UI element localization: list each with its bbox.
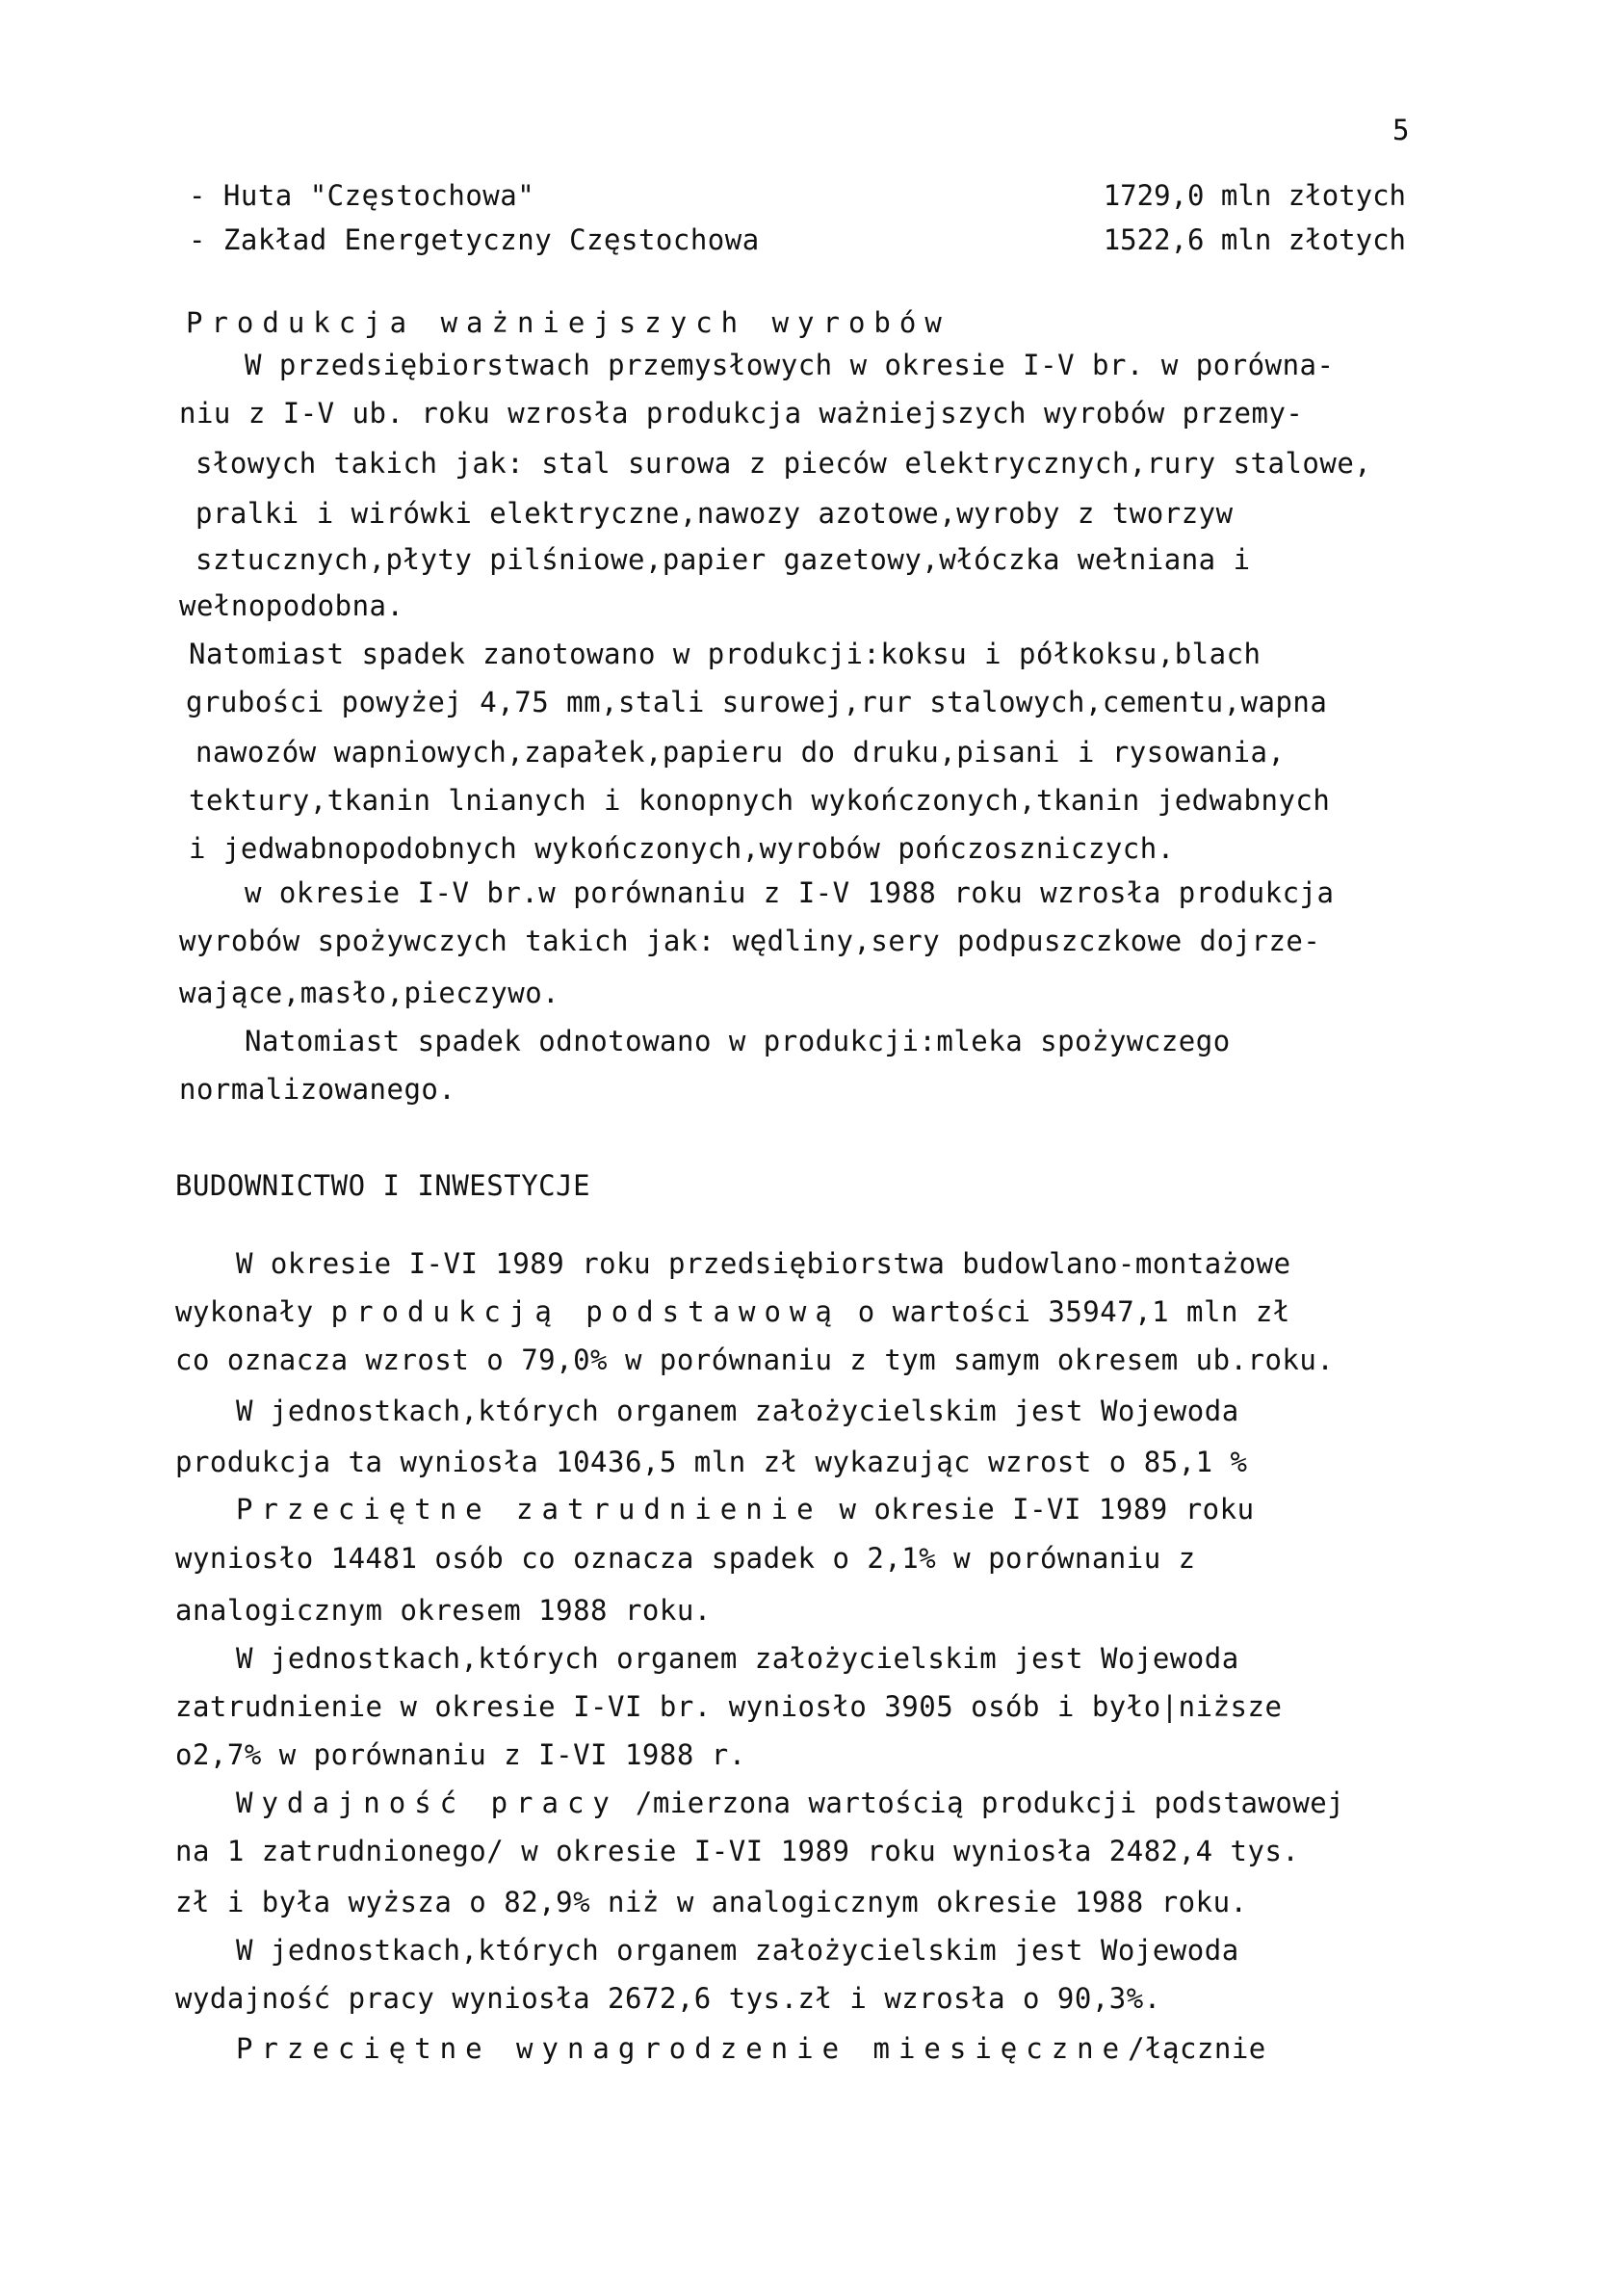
text-line: zatrudnienie w okresie I-VI br. wyniosło 3905 osób i było|niższe <box>175 1690 1283 1723</box>
income-row-name: - Zakład Energetyczny Częstochowa <box>189 223 760 256</box>
text-span: o wartości 35947,1 mln zł <box>840 1295 1290 1328</box>
text-line: o2,7% w porównaniu z I-VI 1988 r. <box>175 1738 746 1771</box>
spaced-term: Przeciętne wynagrodzenie miesięczne <box>236 2032 1129 2065</box>
text-line: wełnopodobna. <box>179 589 404 622</box>
income-row-name: - Huta "Częstochowa" <box>189 179 535 212</box>
text-line <box>175 1295 1290 1328</box>
text-line: co oznacza wzrost o 79,0% w porównaniu z tym samym okresem ub.roku. <box>175 1344 1335 1376</box>
spaced-term: produkcją podstawową <box>330 1295 841 1328</box>
text-line: niu z I-V ub. roku wzrosła produkcja ważniejszych wyrobów przemy- <box>179 397 1304 430</box>
text-line: w okresie I-V br.w porównaniu z I-V 1988 roku wzrosła produkcja <box>245 876 1335 909</box>
text-line: normalizowanego. <box>179 1073 456 1106</box>
income-row-value: 1729,0 mln złotych <box>1103 179 1406 212</box>
text-line <box>236 1787 1344 1819</box>
text-line: na 1 zatrudnionego/ w okresie I-VI 1989 roku wyniosła 2482,4 tys. <box>175 1835 1300 1867</box>
text-line: tektury,tkanin lnianych i konopnych wykończonych,tkanin jedwabnych <box>189 784 1331 817</box>
text-line: grubości powyżej 4,75 mm,stali surowej,rur stalowych,cementu,wapna <box>186 686 1328 718</box>
section-heading-construction: BUDOWNICTWO I INWESTYCJE <box>175 1169 591 1202</box>
text-line: W jednostkach,których organem założycielskim jest Wojewoda <box>236 1934 1239 1967</box>
text-line: W jednostkach,których organem założycielskim jest Wojewoda <box>236 1642 1239 1675</box>
text-line: pralki i wirówki elektryczne,nawozy azotowe,wyroby z tworzyw <box>195 497 1234 530</box>
text-line: W przedsiębiorstwach przemysłowych w okresie I-V br. w porówna- <box>245 349 1335 381</box>
text-line: nawozów wapniowych,zapałek,papieru do druku,pisani i rysowania, <box>195 736 1286 769</box>
text-line: Natomiast spadek odnotowano w produkcji:mleka spożywczego <box>245 1025 1231 1057</box>
section-heading-products: Produkcja ważniejszych wyrobów <box>186 306 950 339</box>
text-span: w okresie I-VI 1989 roku <box>821 1493 1255 1526</box>
text-line: zł i była wyższa o 82,9% niż w analogicznym okresie 1988 roku. <box>175 1886 1248 1918</box>
text-line: wające,masło,pieczywo. <box>179 977 560 1009</box>
text-span: /łącznie <box>1128 2032 1266 2065</box>
text-line: wyniosło 14481 osób co oznacza spadek o 2,1% w porównaniu z <box>175 1542 1196 1575</box>
text-line: słowych takich jak: stal surowa z pieców elektrycznych,rury stalowe, <box>195 447 1372 480</box>
text-line: W okresie I-VI 1989 roku przedsiębiorstwa budowlano-montażowe <box>236 1247 1291 1280</box>
text-line: analogicznym okresem 1988 roku. <box>175 1594 712 1627</box>
text-line: wyrobów spożywczych takich jak: wędliny,sery podpuszczkowe dojrze- <box>179 925 1321 957</box>
spaced-term: Wydajność pracy <box>236 1787 618 1819</box>
text-line: W jednostkach,których organem założycielskim jest Wojewoda <box>236 1395 1239 1427</box>
text-line: produkcja ta wyniosła 10436,5 mln zł wykazując wzrost o 85,1 % <box>175 1446 1248 1478</box>
text-line: i jedwabnopodobnych wykończonych,wyrobów pończoszniczych. <box>189 832 1175 865</box>
text-span: wykonały <box>175 1295 331 1328</box>
income-row-value: 1522,6 mln złotych <box>1103 223 1406 256</box>
text-line: wydajność pracy wyniosła 2672,6 tys.zł i wzrosła o 90,3%. <box>175 1982 1161 2015</box>
page-number: 5 <box>1392 114 1410 146</box>
text-line: Natomiast spadek zanotowano w produkcji:koksu i półkoksu,blach <box>189 638 1262 670</box>
text-span: /mierzona wartością produkcji podstawowej <box>617 1787 1345 1819</box>
text-line: sztucznych,płyty pilśniowe,papier gazetowy,włóczka wełniana i <box>195 543 1251 576</box>
text-line <box>236 2032 1266 2065</box>
spaced-term: Przeciętne zatrudnienie <box>236 1493 822 1526</box>
text-line <box>236 1493 1255 1526</box>
